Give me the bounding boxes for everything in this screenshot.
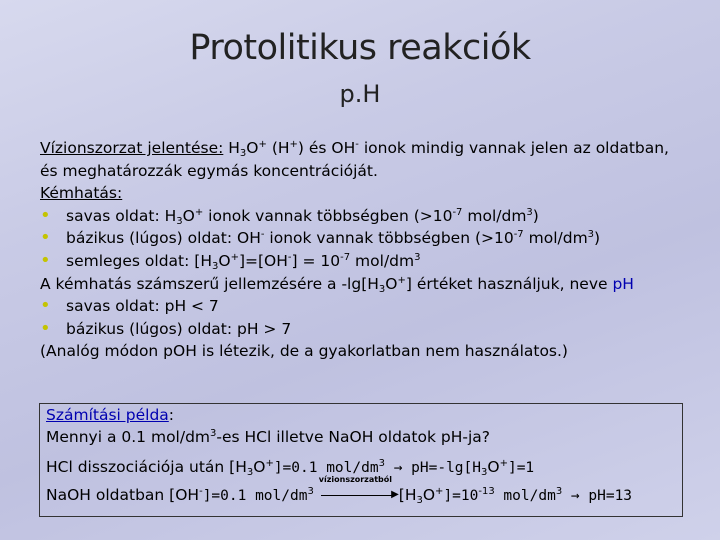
arrow-line: [321, 495, 395, 496]
example-label: Számítási példa: [46, 406, 169, 424]
sup: 3: [378, 458, 385, 469]
text: → pH=-lg[H: [384, 460, 481, 476]
text: ] = 10: [291, 251, 341, 270]
line-ph-definition: [40, 273, 700, 296]
sup: 3: [555, 486, 563, 497]
text: mol/dm: [494, 488, 556, 504]
text: savas oldat: pH < 7: [66, 297, 219, 316]
bullet-ph-basic: [40, 318, 700, 341]
bullet-icon: •: [40, 295, 51, 317]
text: ]=0.1 mol/dm: [202, 488, 308, 504]
arrow-icon: [318, 474, 399, 503]
text: ] értéket használjuk, neve: [405, 274, 613, 293]
text: O: [385, 274, 398, 293]
text: bázikus (lúgos) oldat: OH: [66, 229, 261, 248]
text: O: [182, 206, 195, 225]
text: ]=1: [507, 460, 535, 476]
text: A kémhatás számszerű jellemzésére a -lg[H: [40, 274, 379, 293]
text: O: [218, 251, 231, 270]
text: [H: [398, 486, 417, 504]
example-question: [46, 428, 490, 446]
text: ionok mindig vannak jelen az oldatban,: [358, 139, 669, 157]
sup: 3: [526, 206, 533, 218]
text: mol/dm: [350, 251, 415, 270]
text: Mennyi a 0.1 mol/dm: [46, 428, 211, 446]
sub: 3: [212, 260, 219, 272]
sup: +: [194, 206, 204, 218]
line-ionproduct: [40, 137, 700, 160]
text: → pH=13: [562, 488, 633, 504]
bullet-acidic: [40, 205, 700, 228]
sub: 3: [378, 283, 386, 295]
sub: 3: [239, 148, 247, 159]
arrow-head: ▶: [391, 488, 399, 500]
sup: 3: [210, 428, 217, 439]
sup: +: [265, 458, 274, 469]
text: ionok vannak többségben (>10: [203, 206, 453, 225]
sup: +: [289, 139, 298, 150]
arrow-label: vízionszorzatból: [318, 474, 393, 484]
bullet-icon: •: [40, 249, 51, 271]
text: :: [168, 406, 175, 424]
text: O: [246, 139, 259, 157]
sup: -: [355, 139, 359, 150]
example-hcl: [46, 458, 534, 476]
sup: 3: [414, 251, 421, 263]
text: O: [487, 458, 500, 476]
text: ]=[OH: [238, 251, 288, 270]
sup: -: [260, 229, 265, 241]
ph-term: pH: [612, 274, 634, 293]
bullet-neutral: [40, 250, 700, 273]
sub: 3: [416, 495, 423, 506]
text: O: [253, 458, 266, 476]
sup: 3: [307, 486, 314, 497]
bullet-icon: •: [40, 204, 51, 226]
example-heading: [46, 406, 174, 424]
text: ]=10: [443, 488, 479, 504]
text: HCl disszociációja után [H: [46, 458, 247, 476]
sup: +: [435, 486, 444, 497]
sup: +: [230, 251, 239, 263]
sup: -7: [340, 251, 351, 263]
slide-body: [40, 137, 700, 363]
ionproduct-label: Vízionszorzat jelentése:: [40, 139, 224, 157]
bullet-basic: [40, 227, 700, 250]
sup: -13: [478, 486, 495, 497]
text: (H: [266, 139, 290, 157]
kemhatas-heading: Kémhatás:: [40, 184, 123, 203]
text: O: [422, 486, 436, 504]
sup: +: [397, 274, 406, 286]
bullet-icon: •: [40, 317, 51, 339]
bullet-ph-acidic: [40, 295, 700, 318]
text: H: [223, 139, 240, 157]
text: ): [594, 229, 601, 248]
sub: 3: [246, 467, 254, 478]
text: mol/dm: [523, 229, 588, 248]
slide-title: Protolitikus reakciók: [189, 28, 531, 68]
example-box: [39, 403, 683, 517]
sup: 3: [587, 229, 595, 241]
sub: 3: [481, 467, 488, 478]
text: mol/dm: [462, 206, 527, 225]
sup: +: [258, 139, 267, 150]
text: ionok vannak többségben (>10: [264, 229, 514, 248]
text: ) és OH: [297, 139, 356, 157]
sup: -: [199, 486, 203, 497]
text: bázikus (lúgos) oldat: pH > 7: [66, 319, 292, 338]
sup: -: [287, 251, 292, 263]
text: ): [532, 206, 539, 225]
text: NaOH oldatban [OH: [46, 486, 200, 504]
sub: 3: [176, 215, 183, 227]
text: ]=0.1 mol/dm: [273, 460, 379, 476]
sup: -7: [452, 206, 463, 218]
slide-subtitle: p.H: [339, 80, 381, 108]
text: semleges oldat: [H: [66, 251, 212, 270]
line-2: és meghatározzák egymás koncentrációját.: [40, 161, 378, 180]
sup: +: [499, 458, 508, 469]
bullet-icon: •: [40, 227, 51, 249]
text: -es HCl illetve NaOH oldatok pH-ja?: [216, 428, 490, 446]
text: savas oldat: H: [66, 206, 177, 225]
sup: -7: [513, 229, 524, 241]
example-naoh: [46, 474, 633, 506]
line-poh-note: (Analóg módon pOH is létezik, de a gyakorlatban nem használatos.): [40, 342, 568, 361]
